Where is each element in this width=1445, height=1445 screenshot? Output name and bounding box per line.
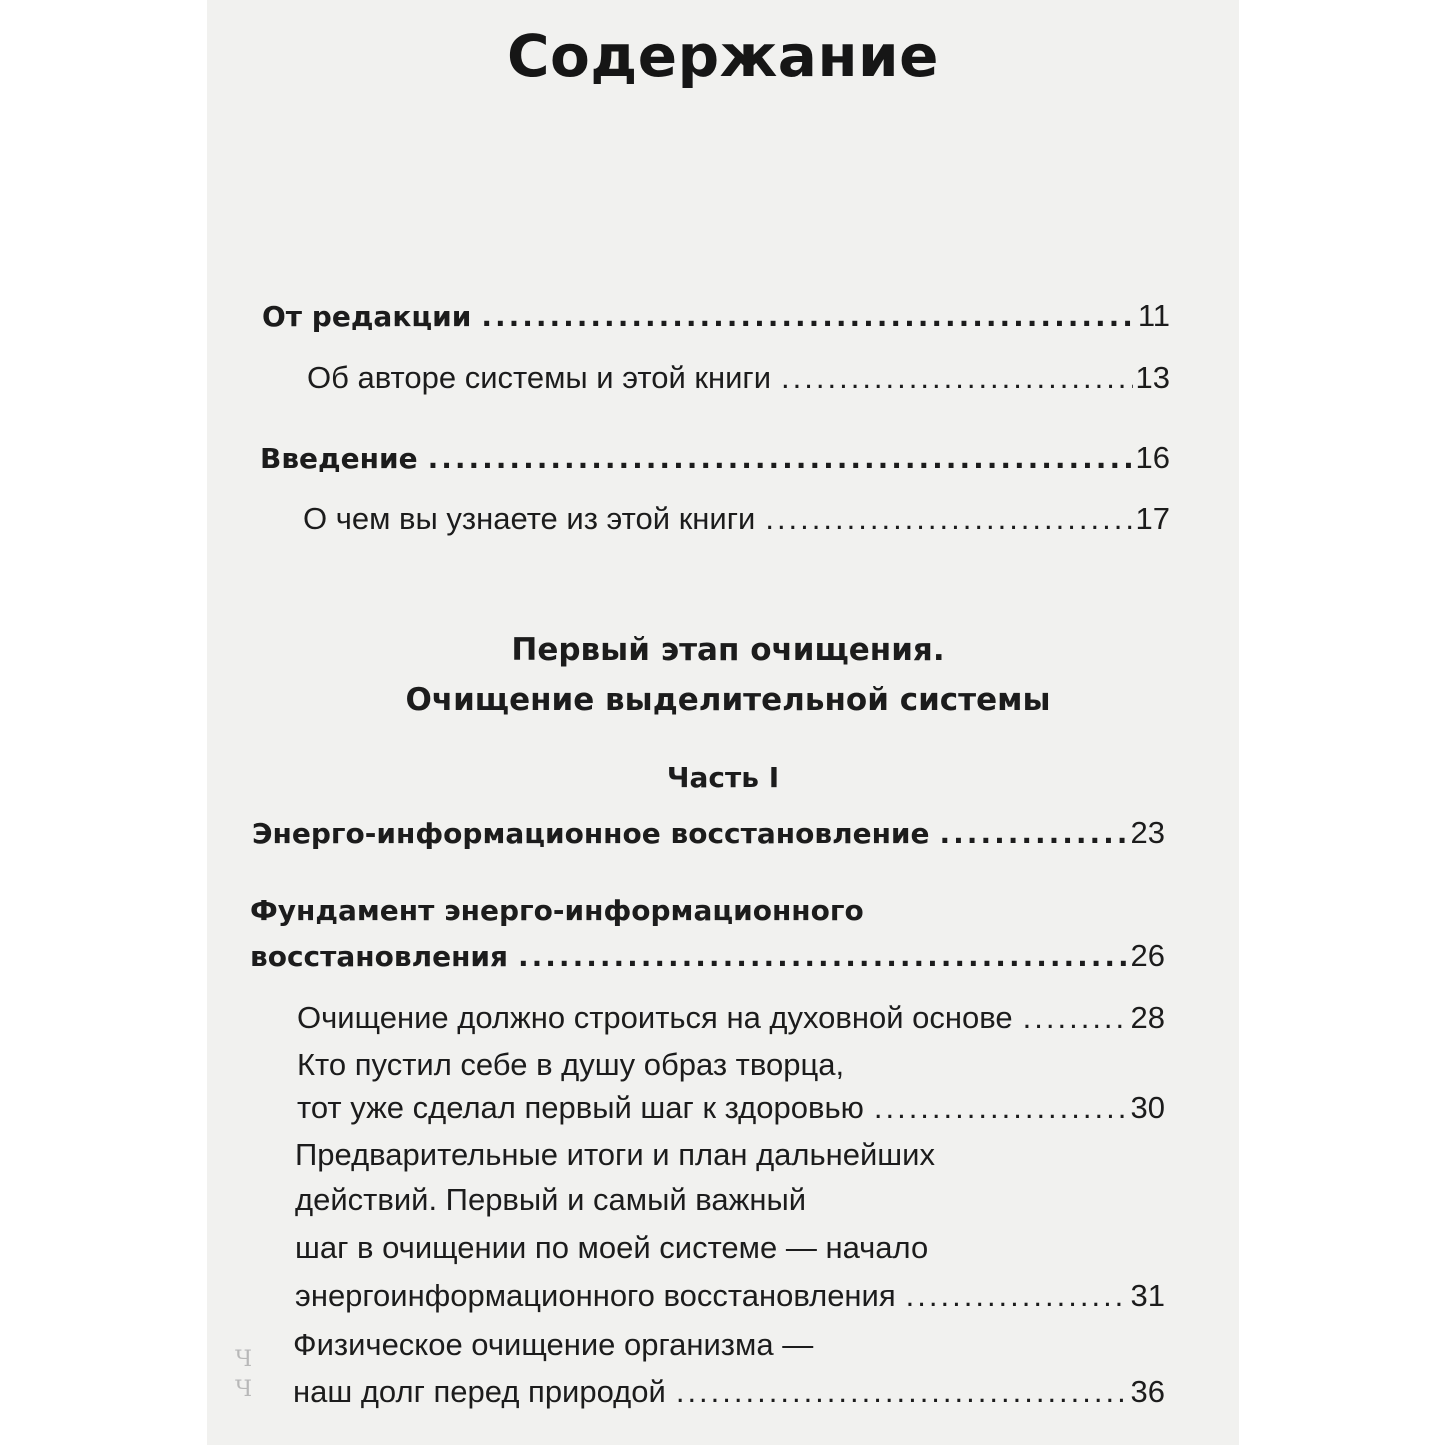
toc-entry-label: Введение	[260, 442, 418, 475]
page-title: Содержание	[506, 22, 939, 90]
toc-page-number: 26	[1130, 938, 1165, 973]
toc-page-number: 36	[1130, 1374, 1165, 1409]
toc-entry-label: восстановления	[250, 940, 509, 973]
margin-marks	[235, 1345, 252, 1405]
toc-entry-fizicheskoe[interactable]	[293, 1374, 1165, 1410]
dot-leader	[940, 816, 1128, 852]
dot-leader	[518, 939, 1128, 975]
section-title-line-2: Очищение выделительной системы	[405, 682, 1051, 718]
dot-leader	[676, 1374, 1128, 1410]
toc-entry-ochishchenie-dolzhno[interactable]	[297, 1000, 1165, 1036]
toc-entry-label: От редакции	[262, 300, 472, 333]
margin-mark: Ч	[235, 1347, 253, 1372]
dot-leader	[1023, 1000, 1128, 1036]
toc-entry-ob-avtore[interactable]	[307, 360, 1170, 396]
dot-leader	[874, 1090, 1128, 1126]
toc-entry-kto-pustil-line-1: Кто пустил себе в душу образ творца,	[297, 1047, 845, 1082]
toc-page-number: 16	[1135, 440, 1170, 475]
section-title-line-1: Первый этап очищения.	[511, 632, 945, 668]
toc-entry-predvaritelnye-line-1: Предварительные итоги и план дальнейших	[295, 1137, 935, 1172]
toc-page-number: 11	[1137, 298, 1170, 333]
toc-entry-energo[interactable]	[252, 815, 1165, 852]
toc-page-number: 23	[1130, 815, 1165, 850]
toc-page-number: 30	[1130, 1090, 1165, 1125]
book-page	[207, 0, 1239, 1445]
toc-page-number: 13	[1135, 360, 1170, 395]
toc-entry-ot-redaktsii[interactable]	[262, 298, 1170, 335]
toc-page-number: 17	[1135, 501, 1170, 536]
toc-entry-label: тот уже сделал первый шаг к здоровью	[297, 1090, 864, 1125]
toc-entry-label: Очищение должно строиться на духовной основе	[297, 1000, 1013, 1035]
dot-leader	[481, 299, 1134, 335]
dot-leader	[765, 501, 1132, 537]
toc-entry-vvedenie[interactable]	[260, 440, 1170, 477]
toc-entry-label: наш долг перед природой	[293, 1374, 666, 1409]
toc-page-number: 28	[1130, 1000, 1165, 1035]
toc-page-number: 31	[1130, 1278, 1165, 1313]
toc-entry-fizicheskoe-line-1: Физическое очищение организма —	[293, 1327, 814, 1362]
toc-entry-label: энергоинформационного восстановления	[295, 1278, 896, 1313]
toc-entry-predvaritelnye-line-3: шаг в очищении по моей системе — начало	[295, 1230, 929, 1265]
toc-entry-predvaritelnye-line-2: действий. Первый и самый важный	[295, 1182, 807, 1217]
toc-entry-fundament-line-1: Фундамент энерго-информационного	[250, 894, 864, 927]
toc-entry-label: О чем вы узнаете из этой книги	[303, 501, 756, 536]
toc-entry-label: Об авторе системы и этой книги	[307, 360, 772, 395]
toc-entry-kto-pustil[interactable]	[297, 1090, 1165, 1126]
toc-entry-fundament[interactable]	[250, 938, 1165, 975]
part-label: Часть I	[666, 761, 780, 794]
toc-entry-label: Энерго-информационное восстановление	[252, 817, 930, 850]
toc-entry-o-chem[interactable]	[303, 501, 1170, 537]
dot-leader	[906, 1278, 1128, 1314]
margin-mark: Ч	[235, 1377, 253, 1402]
toc-entry-predvaritelnye[interactable]	[295, 1278, 1165, 1314]
dot-leader	[428, 441, 1133, 477]
dot-leader	[781, 360, 1132, 396]
